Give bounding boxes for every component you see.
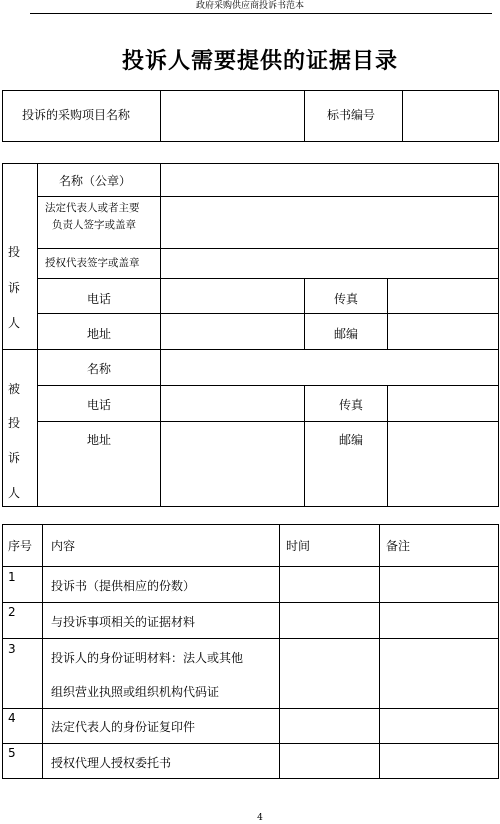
complainant-char: 人 [8, 316, 21, 330]
row-number: 4 [8, 711, 16, 725]
respondent-char: 投 [8, 416, 21, 430]
bid-number-label: 标书编号 [327, 108, 376, 122]
page-number: 4 [257, 813, 263, 823]
complainant-phone-label: 电话 [87, 292, 112, 306]
legal-rep-label-line1: 法定代表人或者主要 [45, 202, 140, 214]
page-header: 政府采购供应商投诉书范本 [195, 1, 304, 11]
complainant-char: 投 [8, 245, 21, 259]
row-content: 授权代理人授权委托书 [51, 756, 172, 770]
row-content: 投诉人的身份证明材料：法人或其他 [51, 651, 244, 665]
auth-rep-label: 授权代表签字或盖章 [45, 257, 140, 269]
row-content-line2: 组织营业执照或组织机构代码证 [51, 685, 220, 699]
respondent-phone-label: 电话 [87, 398, 112, 412]
col-header-content: 内容 [51, 539, 76, 553]
complainant-postcode-label: 邮编 [334, 327, 359, 341]
row-content: 投诉书（提供相应的份数） [51, 579, 196, 593]
complainant-char: 诉 [8, 281, 21, 295]
row-number: 2 [8, 605, 16, 619]
legal-rep-label-line2: 负责人签字或盖章 [52, 219, 136, 231]
complainant-fax-label: 传真 [334, 292, 359, 306]
col-header-no: 序号 [8, 539, 33, 553]
row-number: 3 [8, 642, 16, 656]
respondent-postcode-label: 邮编 [339, 433, 364, 447]
row-number: 1 [8, 570, 16, 584]
respondent-char: 被 [8, 382, 21, 396]
respondent-address-label: 地址 [87, 433, 112, 447]
col-header-remark: 备注 [386, 539, 411, 553]
row-number: 5 [8, 746, 16, 760]
document-title: 投诉人需要提供的证据目录 [121, 49, 398, 74]
bid-number-field[interactable] [404, 92, 497, 140]
row-content: 与投诉事项相关的证据材料 [51, 615, 196, 629]
header-rule [30, 13, 492, 14]
col-header-time: 时间 [286, 539, 311, 553]
row-content: 法定代表人的身份证复印件 [51, 720, 196, 734]
respondent-char: 人 [8, 486, 21, 500]
respondent-name-label: 名称 [87, 362, 112, 376]
complainant-name-label: 名称（公章） [59, 174, 132, 188]
project-name-field[interactable] [162, 92, 303, 140]
complainant-address-label: 地址 [87, 327, 112, 341]
respondent-fax-label: 传真 [339, 398, 364, 412]
respondent-char: 诉 [8, 451, 21, 465]
project-name-label: 投诉的采购项目名称 [22, 108, 131, 122]
